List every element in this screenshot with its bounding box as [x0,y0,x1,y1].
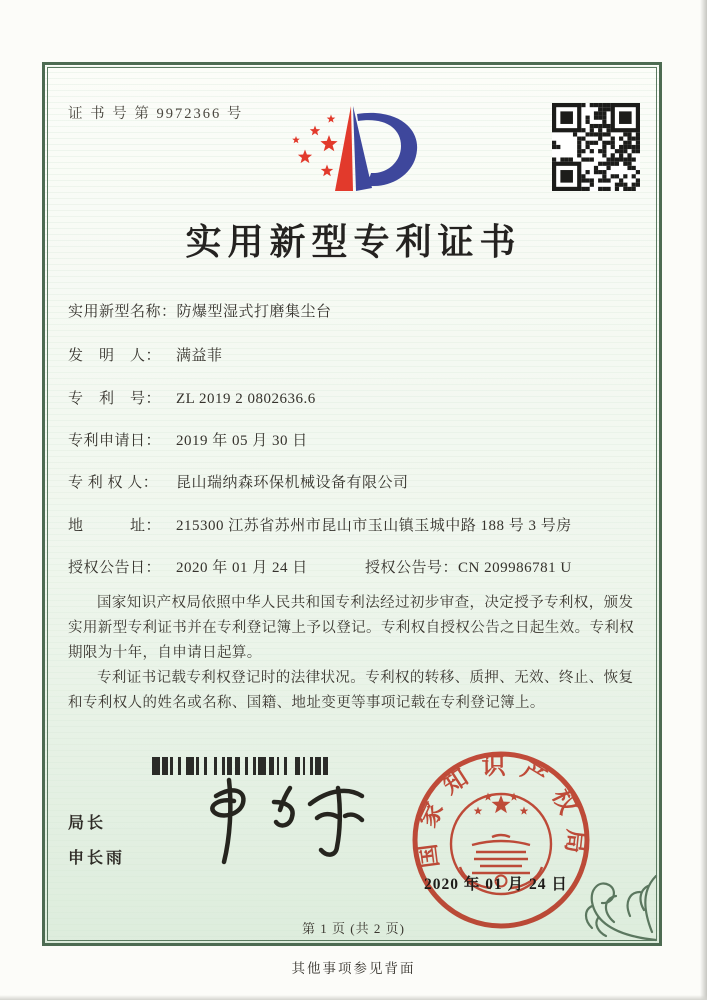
field-value: 满益菲 [176,348,223,364]
page-number: 第 1 页 (共 2 页) [302,921,405,936]
field-label: 授权公告号： [365,560,459,576]
legal-paragraphs [68,591,642,716]
red-official-seal [408,747,594,933]
field-value: 防爆型湿式打磨集尘台 [176,304,332,320]
field-value: 215300 江苏省苏州市昆山市玉山镇玉城中路 188 号 3 号房 [176,518,572,534]
seal-ring-text: 国家知识产权局 [413,753,589,870]
qr-code [552,103,640,191]
back-side-note: 其他事项参见背面 [291,961,416,976]
field-row-filing-date [68,429,308,450]
certificate-number: 证 书 号 第 9972366 号 [68,106,244,122]
cnipa-logo-icon [283,94,433,202]
paragraph-grant-statement: 国家知识产权局依照中华人民共和国专利法经过初步审查，决定授予专利权，颁发实用新型专利证书并在专利登记簿上予以登记。专利权自授权公告之日起生效。专利权期限为十年，自申请日起算。 [68,595,635,661]
field-label: 专 利 权 人： [68,475,159,491]
field-row-grant [68,556,646,577]
field-value: 2020 年 01 月 24 日 [176,560,308,576]
paragraph-register-statement: 专利证书记载专利权登记时的法律状况。专利权的转移、质押、无效、终止、恢复和专利权人的姓名或名称、国籍、地址变更等事项记载在专利登记簿上。 [68,669,634,711]
grant-number-pair [365,556,572,577]
handwritten-signature-icon [188,772,378,872]
field-label: 地 址： [68,518,162,534]
field-row-inventor [68,344,223,365]
scan-edge-shadow-bottom [0,995,707,1000]
official-name: 申长雨 [68,850,126,867]
field-label: 实用新型名称： [68,304,177,320]
field-row-patent-number [68,387,316,408]
field-label: 授权公告日： [68,560,162,576]
certificate-title: 实用新型专利证书 [185,222,522,262]
official-block [68,810,125,868]
field-label: 发 明 人： [68,348,162,364]
field-row-name [68,300,332,321]
field-label: 专利申请日： [68,433,162,449]
field-row-address [68,514,572,535]
official-title: 局长 [68,815,107,832]
seal-date: 2020 年 01 月 24 日 [424,876,568,893]
field-value: 2019 年 05 月 30 日 [176,433,308,449]
field-row-patentee [68,471,409,492]
field-value: ZL 2019 2 0802636.6 [176,391,316,407]
scan-edge-shadow [700,0,707,1000]
field-value: CN 209986781 U [458,560,572,576]
field-label: 专 利 号： [68,391,162,407]
field-value: 昆山瑞纳森环保机械设备有限公司 [176,475,409,491]
